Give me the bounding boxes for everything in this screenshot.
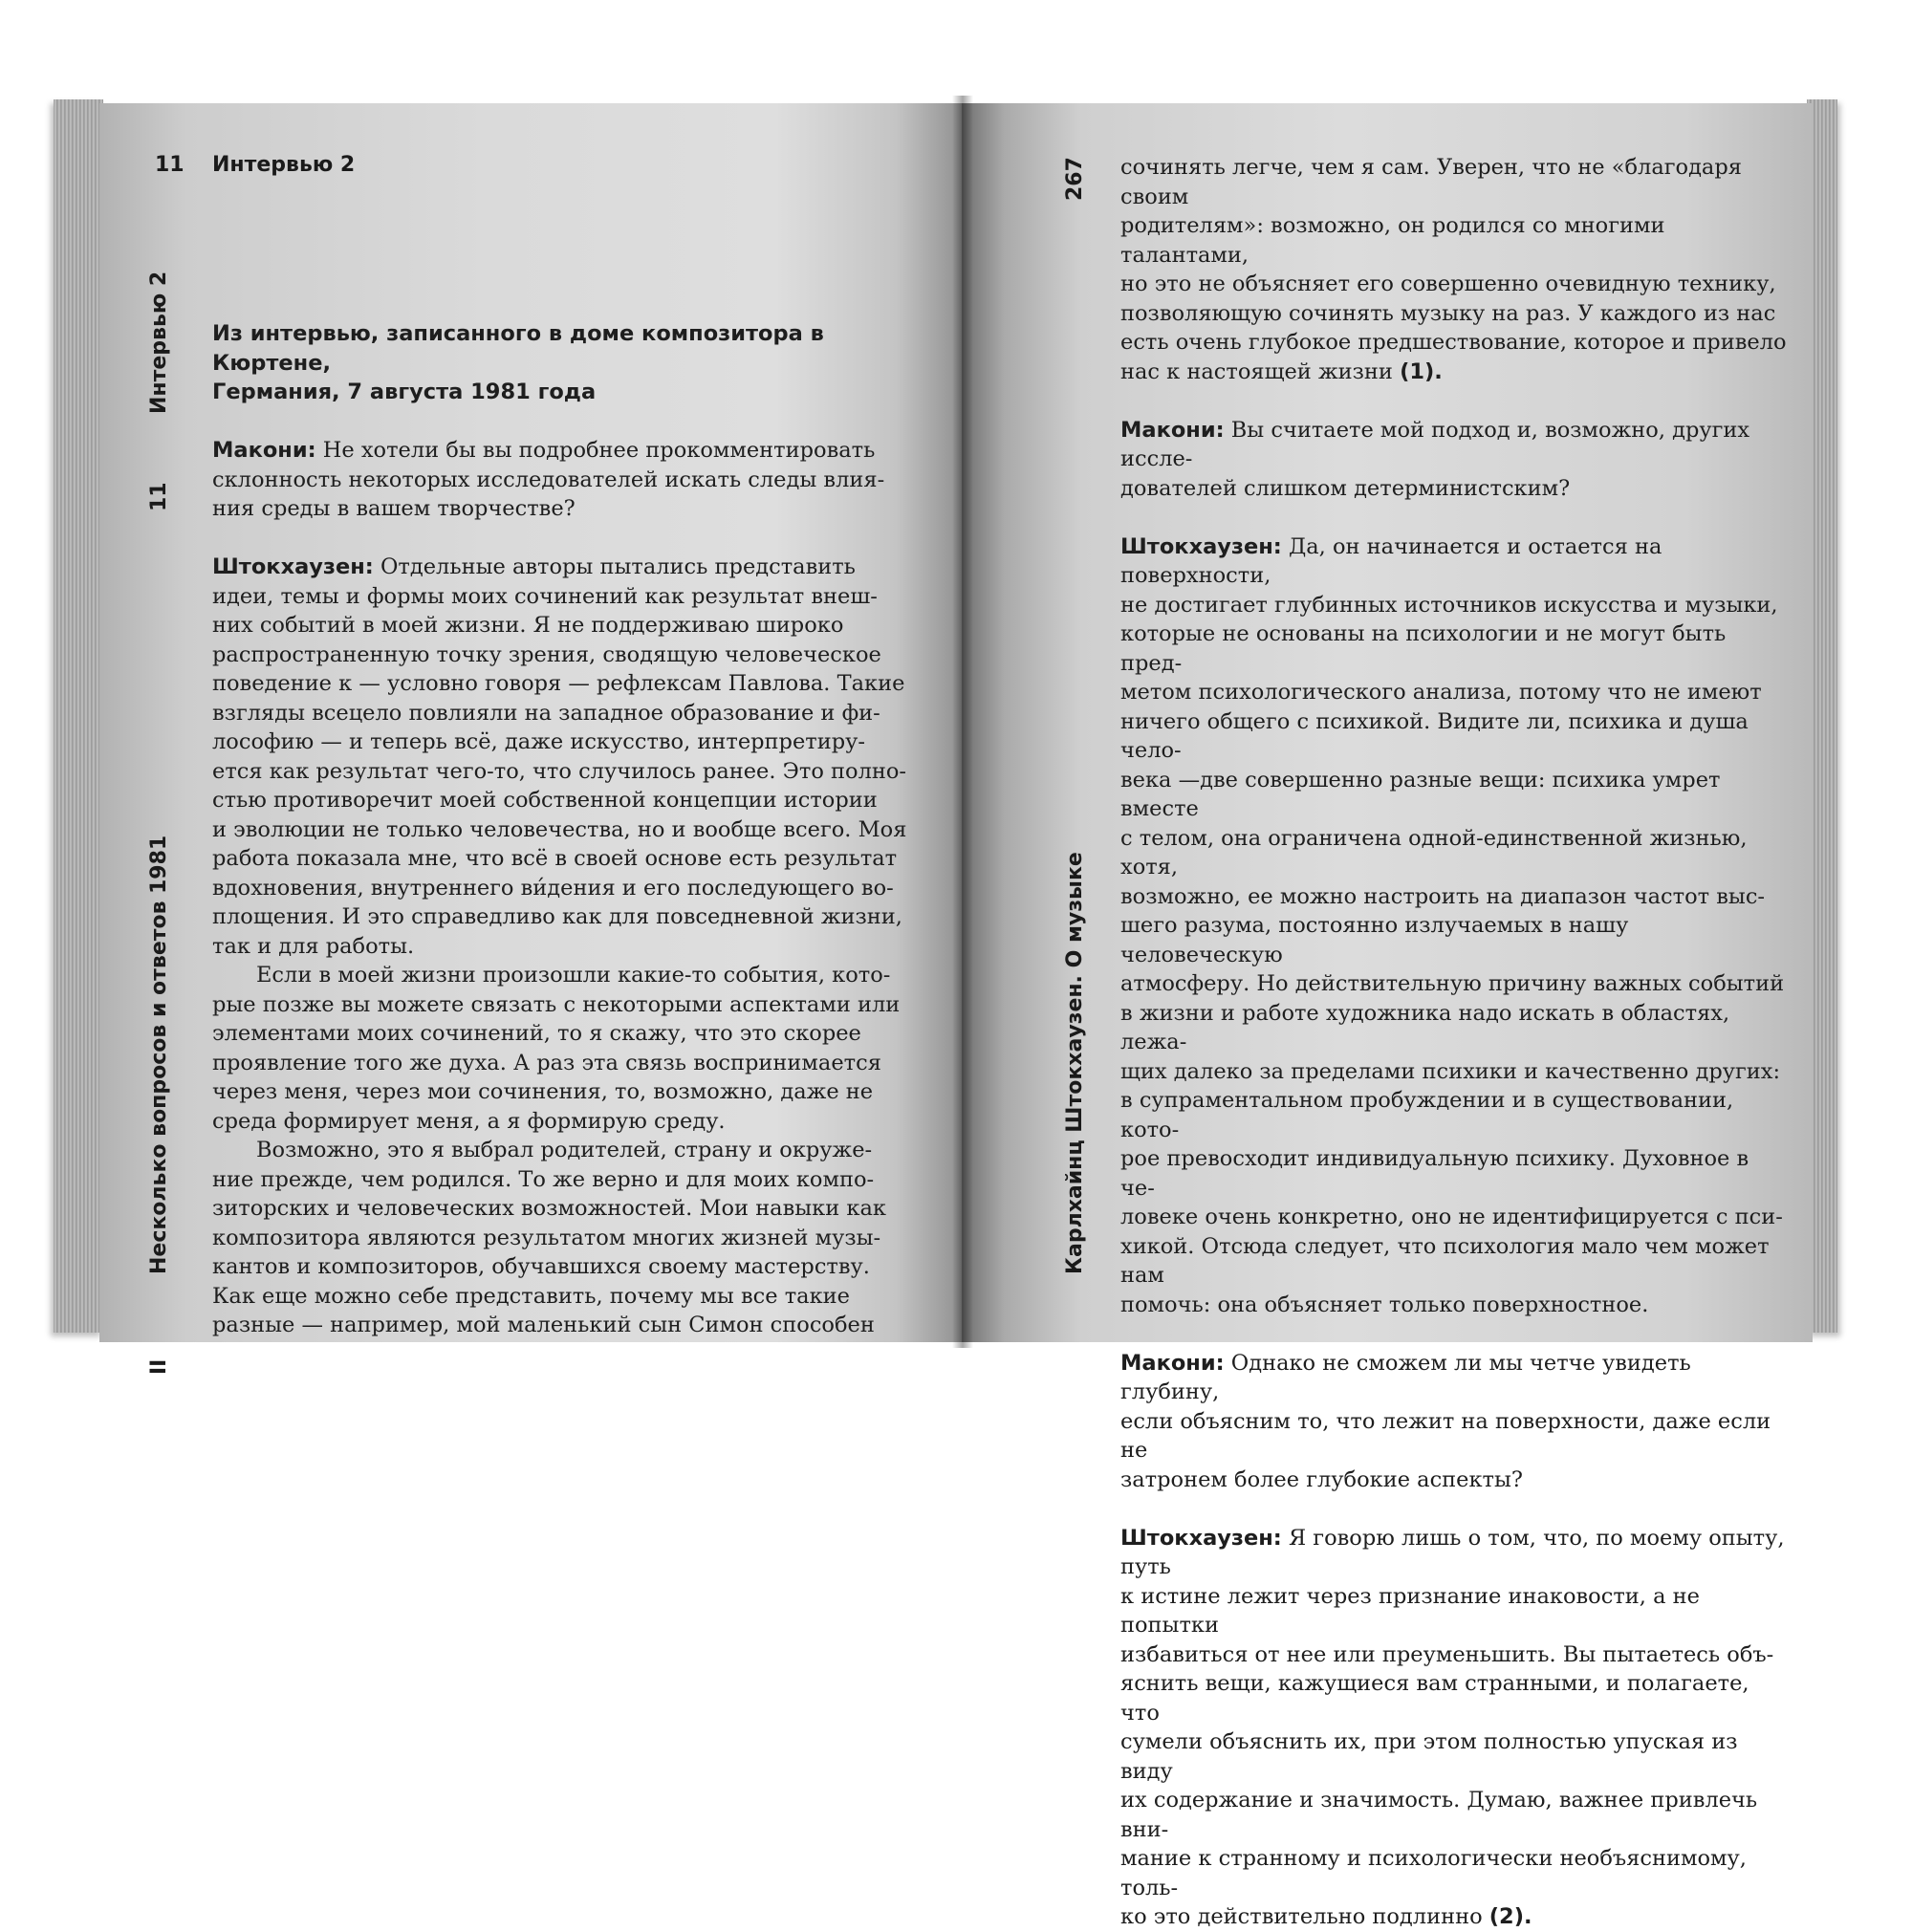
text-line: рое превосходит индивидуальную психику. Духовное в че- [1120,1146,1749,1201]
text-line: ния среды в вашем творчестве? [212,496,576,521]
text-line: которые не основаны на психологии и не могут быть пред- [1120,621,1727,676]
text-line: метом психологического анализа, потому что не имеют [1120,680,1762,705]
text-line: помочь: она объясняет только поверхностное. [1120,1292,1649,1317]
text-line: ничего общего с психикой. Видите ли, психика и душа чело- [1120,708,1749,763]
right-page-number: 267 [1063,157,1087,201]
text-line: в супраментальном пробуждении и в существовании, кото- [1120,1088,1734,1142]
side-label-year: 1981 [147,835,171,894]
text-line: работа показала мне, что всё в своей основе есть результат [212,846,898,871]
text-line: шего разума, постоянно излучаемых в нашу человеческую [1120,913,1629,967]
text-line: Возможно, это я выбрал родителей, страну и окруже- [256,1138,873,1162]
text-line: кантов и композиторов, обучавшихся своему мастерству. [212,1254,870,1279]
text-line: ко это действительно подлинно [1120,1904,1489,1929]
text-line: и эволюции не только человечества, но и вообще всего. Моя [212,816,907,842]
text-line: в жизни и работе художника надо искать в областях, лежа- [1120,1000,1730,1054]
text-line: Однако не сможем ли мы четче увидеть глубину, [1120,1350,1691,1404]
text-line: родителям»: возможно, он родился со многими талантами, [1120,213,1665,268]
text-line: Да, он начинается и остается на поверхности, [1120,533,1662,588]
text-line: с телом, она ограничена одной-единственной жизнью, хотя, [1120,825,1748,879]
side-label-section: Несколько вопросов и ответов [147,901,171,1274]
text-line: вдохновения, внутреннего ви́дения и его последующего во- [212,875,894,901]
left-page-number: 11 [155,153,185,177]
text-line: рые позже вы можете связать с некоторыми аспектами или [212,991,901,1017]
text-line: атмосферу. Но действительную причину важных событий [1120,971,1785,996]
right-side-title: Карлхайнц Штокхаузен. О музыке [1063,852,1087,1274]
text-line: идеи, темы и формы моих сочинений как результат внеш- [212,583,878,609]
text-line: них событий в моей жизни. Я не поддерживаю широко [212,613,844,638]
text-line: ловеке очень конкретно, оно не идентифицируется с пси- [1120,1205,1783,1229]
intro-line: Германия, 7 августа 1981 года [212,380,597,404]
text-line: композитора являются результатом многих жизней музы- [212,1225,881,1250]
speaker-maconi: Макони: [1120,417,1225,443]
text-line: поведение к — условно говоря — рефлексам Павлова. Такие [212,671,905,696]
text-line: Если в моей жизни произошли какие-то события, кото- [256,963,891,988]
text-line: нас к настоящей жизни [1120,358,1401,384]
text-line: сочинять легче, чем я сам. Уверен, что не «благодаря своим [1120,155,1742,209]
text-line: Как еще можно себе представить, почему мы все такие [212,1283,850,1309]
text-line: возможно, ее можно настроить на диапазон частот выс- [1120,883,1766,909]
text-line: избавиться от нее или преуменьшить. Вы пытаетесь объ- [1120,1641,1774,1667]
text-line: площения. И это справедливо как для повседневной жизни, [212,904,902,929]
text-line: среда формирует меня, а я формирую среду. [212,1108,726,1134]
text-line: взгляды всецело повлияли на западное образование и фи- [212,700,880,726]
text-line: ние прежде, чем родился. То же верно и для моих компо- [212,1166,875,1192]
right-page [962,103,1813,1929]
intro-line: Из интервью, записанного в доме композитора в Кюртене, [212,321,824,376]
text-line: есть очень глубокое предшествование, которое и привело [1120,330,1787,355]
footnote-ref: (1). [1400,358,1443,384]
book-gutter [952,96,973,1348]
text-line: не достигает глубинных источников искусства и музыки, [1120,592,1778,618]
side-label-roman: II [147,1358,171,1375]
side-label-number: 11 [147,482,171,511]
footnote-ref: (2). [1488,1904,1532,1929]
text-line: сумели объяснить их, при этом полностью упуская из виду [1120,1729,1738,1784]
text-line: распространенную точку зрения, сводящую человеческое [212,641,881,667]
text-line: склонность некоторых исследователей искать следы влия- [212,467,885,492]
text-line: через меня, через мои сочинения, то, возможно, даже не [212,1079,874,1104]
text-line: если объясним то, что лежит на поверхности, даже если не [1120,1408,1771,1463]
speaker-maconi: Макони: [212,438,316,463]
text-line: мание к странному и психологически необъяснимому, толь- [1120,1846,1747,1900]
side-label-interview: Интервью 2 [147,271,171,414]
speaker-stockhausen: Штокхаузен: [1120,533,1282,559]
text-line: лософию — и теперь всё, даже искусство, интерпретиру- [212,729,865,754]
text-line: затронем более глубокие аспекты? [1120,1466,1523,1492]
left-running-head: Интервью 2 [212,153,356,177]
right-page-text [1120,153,1790,1932]
text-line: Я говорю лишь о том, что, по моему опыту, путь [1120,1525,1785,1579]
text-line: Не хотели бы вы подробнее прокомментировать [315,438,876,463]
left-page [99,103,966,1375]
text-line: хикой. Отсюда следует, что психология мало чем может нам [1120,1233,1770,1288]
speaker-stockhausen: Штокхаузен: [212,554,374,579]
text-line: дователей слишком детерминистским? [1120,475,1571,501]
speaker-stockhausen: Штокхаузен: [1120,1525,1282,1551]
text-line: элементами моих сочинений, то я скажу, что это скорее [212,1021,861,1046]
text-line: к истине лежит через признание инаковости, а не попытки [1120,1583,1700,1638]
text-line: но это не объясняет его совершенно очевидную технику, [1120,271,1776,296]
text-line: яснить вещи, кажущиеся вам странными, и полагаете, что [1120,1671,1749,1726]
text-line: так и для работы. [212,933,415,959]
text-line: стью противоречит моей собственной концепции истории [212,788,878,813]
text-line: проявление того же духа. А раз эта связь воспринимается [212,1050,881,1075]
page-edges-left [54,99,103,1333]
text-line: ется как результат чего-то, что случилось ранее. Это полно- [212,758,907,784]
text-line: позволяющую сочинять музыку на раз. У каждого из нас [1120,300,1776,326]
text-line: щих далеко за пределами психики и качественно других: [1120,1058,1781,1084]
text-line: зиторских и человеческих возможностей. Мои навыки как [212,1196,886,1221]
text-line: разные — например, мой маленький сын Симон способен [212,1313,875,1337]
text-line: Отдельные авторы пытались представить [373,554,856,579]
text-line: Вы считаете мой подход и, возможно, других иссле- [1120,417,1750,471]
text-line: века —две совершенно разные вещи: психика умрет вместе [1120,767,1721,821]
speaker-maconi: Макони: [1120,1350,1225,1376]
left-page-text [212,319,939,1340]
text-line: их содержание и значимость. Думаю, важнее привлечь вни- [1120,1788,1758,1842]
